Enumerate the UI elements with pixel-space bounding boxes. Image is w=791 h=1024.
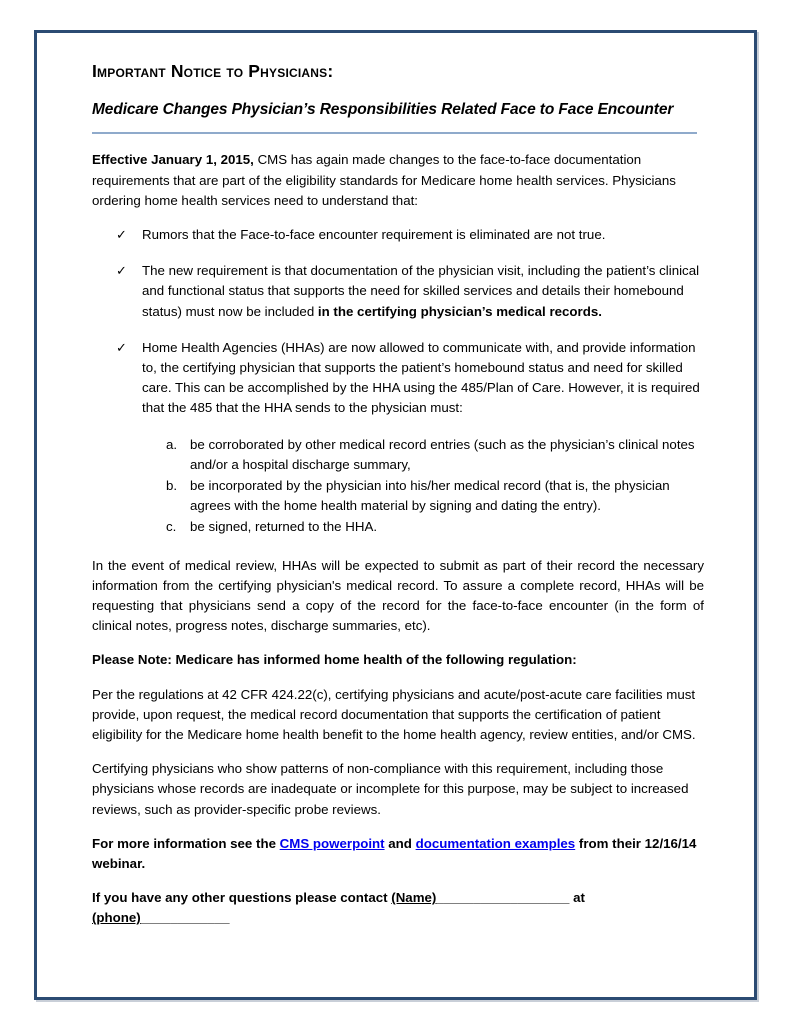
list-item-text: be corroborated by other medical record entries (such as the physician’s clinical notes and/or a hospital discharge summary,	[190, 436, 695, 472]
lettered-sub-list	[92, 435, 704, 538]
more-information-paragraph	[92, 834, 704, 874]
contact-between: at	[569, 890, 585, 906]
list-item	[92, 225, 704, 245]
list-item-text: be incorporated by the physician into his/her medical record (that is, the physician agrees with the home health material by signing and dating the entry).	[190, 478, 670, 514]
page-subtitle: Medicare Changes Physician’s Responsibilities Related Face to Face Encounter	[92, 101, 674, 118]
list-marker: a.	[166, 436, 178, 452]
list-marker: b.	[166, 478, 178, 494]
contact-phone-label: (phone)	[92, 910, 141, 926]
contact-name-label: (Name)	[391, 890, 437, 906]
list-marker: c.	[166, 519, 177, 535]
checkmark-list	[92, 225, 704, 419]
contact-phone-blank[interactable]: ____________	[140, 910, 230, 926]
contact-line	[92, 888, 704, 928]
please-note-heading: Please Note: Medicare has informed home health of the following regulation:	[92, 652, 577, 668]
cms-powerpoint-link[interactable]: CMS powerpoint	[279, 835, 385, 851]
list-item	[92, 338, 704, 419]
intro-rest: CMS has again made changes to the face-to-face documentation requirements that are part of the eligibility standards for Medicare home health services. Physicians ordering home health services need to understand that:	[92, 152, 676, 208]
more-info-suffix: from their 12/16/14 webinar.	[92, 835, 697, 872]
check-icon: ✓	[116, 339, 127, 355]
contact-name-blank[interactable]: __________________	[436, 890, 570, 906]
medical-review-paragraph: In the event of medical review, HHAs will be expected to submit as part of their record the necessary information from the certifying physician's medical record. To assure a complete record, HHAs will be requesting that physicians send a copy of the record for the face-to-face encounter (in the form of clinical notes, progress notes, discharge summaries, etc).	[92, 557, 704, 634]
check-icon: ✓	[116, 226, 127, 242]
list-item-text: Rumors that the Face-to-face encounter requirement is eliminated are not true.	[142, 226, 606, 242]
list-item-text: The new requirement is that documentation of the physician visit, including the patient’s clinical and functional status that supports the need for skilled services and details their homebound status) must now be included	[142, 263, 700, 319]
horizontal-rule	[92, 132, 697, 134]
documentation-examples-link[interactable]: documentation examples	[415, 835, 576, 851]
regulation-paragraph: Per the regulations at 42 CFR 424.22(c), certifying physicians and acute/post-acute care facilities must provide, upon request, the medical record documentation that supports the certification of patient eligibility for the Medicare home health benefit to the home health agency, review entities, and/or CMS.	[92, 686, 696, 743]
compliance-paragraph: Certifying physicians who show patterns of non-compliance with this requirement, including those physicians whose records are inadequate or incomplete for this purpose, may be subject to increased reviews, such as provider-specific probe reviews.	[92, 761, 689, 817]
check-icon: ✓	[116, 263, 127, 279]
page-title: Important Notice to Physicians:	[92, 61, 334, 81]
list-item	[92, 435, 704, 475]
list-item-bold-tail: in the certifying physician’s medical records.	[317, 303, 602, 319]
list-item-text: be signed, returned to the HHA.	[190, 519, 378, 535]
list-item	[92, 261, 704, 322]
list-item	[92, 476, 704, 516]
document-content	[92, 61, 704, 943]
list-item	[92, 517, 704, 537]
list-item-text: Home Health Agencies (HHAs) are now allowed to communicate with, and provide information to, the certifying physician that supports the patient’s homebound status and need for skilled care. This can be accomplished by the HHA using the 485/Plan of Care. However, it is required that the 485 that the HHA sends to the physician must:	[142, 339, 700, 416]
document-page	[34, 30, 757, 1000]
intro-paragraph	[92, 150, 704, 211]
more-info-prefix: For more information see the	[92, 835, 280, 851]
intro-lead-bold: Effective January 1, 2015,	[92, 152, 254, 168]
more-info-middle: and	[384, 835, 416, 851]
contact-prefix: If you have any other questions please contact	[92, 890, 392, 906]
